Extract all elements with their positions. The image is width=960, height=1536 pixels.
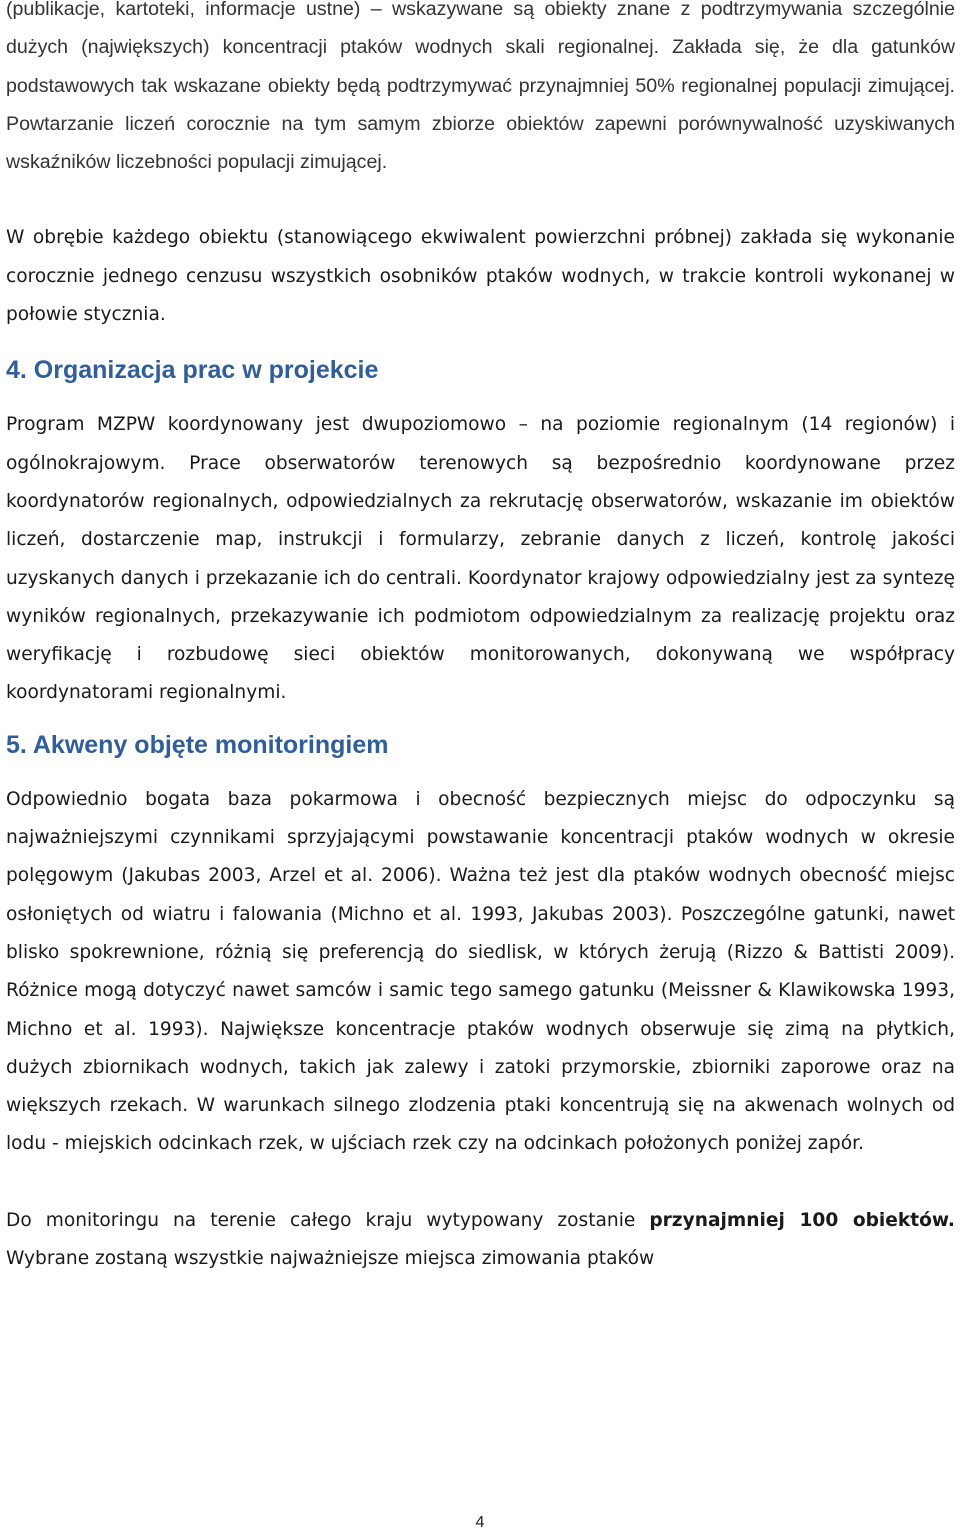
scope-text-bold: przynajmniej 100 obiektów. <box>649 1209 955 1231</box>
scope-text-end: Wybrane zostaną wszystkie najważniejsze miejsca zimowania ptaków <box>6 1248 655 1270</box>
section-heading-organization: 4. Organizacja prac w projekcie <box>6 356 379 385</box>
section-heading-water-bodies: 5. Akweny objęte monitoringiem <box>6 730 389 759</box>
page-number: 4 <box>475 1514 485 1531</box>
paragraph-water-bodies: Odpowiednio bogata baza pokarmowa i obecność bezpiecznych miejsc do odpoczynku są najważniejszymi czynnikami sprzyjającymi powstawanie koncentracji ptaków wodnych w okresie polęgowym (Jakubas 2003, Arzel et al. 2006). Ważna też jest dla ptaków wodnych obecność miejsc osłoniętych od wiatru i falowania (Michno et al. 1993, Jakubas 2003). Poszczególne gatunki, nawet blisko spokrewnione, różnią się preferencją do siedlisk, w których żerują (Rizzo & Battisti 2009). Różnice mogą dotyczyć nawet samców i samic tego samego gatunku (Meissner & Klawikowska 1993, Michno et al. 1993). Największe koncentracje ptaków wodnych obserwuje się zimą na płytkich, dużych zbiornikach wodnych, takich jak zalewy i zatoki przymorskie, zbiorniki zaporowe oraz na większych rzekach. W warunkach silnego zlodzenia ptaki koncentrują się na akwenach wolnych od lodu - miejskich odcinkach rzek, w ujściach rzek czy na odcinkach położonych poniżej zapór. <box>6 788 955 1155</box>
scope-text-start: Do monitoringu na terenie całego kraju wytypowany zostanie <box>6 1209 650 1231</box>
paragraph-organization: Program MZPW koordynowany jest dwupoziomowo – na poziomie regionalnym (14 regionów) i ogólnokrajowym. Prace obserwatorów terenowych są bezpośrednio koordynowane przez koordynatorów regionalnych, odpowiedzialnych za rekrutację obserwatorów, wskazanie im obiektów liczeń, dostarczenie map, instrukcji i formularzy, zebranie danych z liczeń, kontrolę jakości uzyskanych danych i przekazanie ich do centrali. Koordynator krajowy odpowiedzialny jest za syntezę wyników regionalnych, przekazywanie ich podmiotom odpowiedzialnym za realizację projektu oraz weryfikację i rozbudowę sieci obiektów monitorowanych, dokonywaną we współpracy koordynatorami regionalnymi. <box>6 414 955 704</box>
document-page <box>6 0 955 1278</box>
paragraph-site-selection: (publikacje, kartoteki, informacje ustne) – wskazywane są obiekty znane z podtrzymywania szczególnie dużych (największych) koncentracji ptaków wodnych skali regionalnej. Zakłada się, że dla gatunków podstawowych tak wskazane obiekty będą podtrzymywać przynajmniej 50% regionalnej populacji zimującej. Powtarzanie liczeń corocznie na tym samym zbiorze obiektów zapewni porównywalność uzyskiwanych wskaźników liczebności populacji zimującej. <box>6 0 955 174</box>
paragraph-monitoring-scope <box>6 1202 955 1279</box>
paragraph-census: W obrębie każdego obiektu (stanowiącego ekwiwalent powierzchni próbnej) zakłada się wykonanie corocznie jednego cenzusu wszystkich osobników ptaków wodnych, w trakcie kontroli wykonanej w połowie stycznia. <box>6 227 955 326</box>
